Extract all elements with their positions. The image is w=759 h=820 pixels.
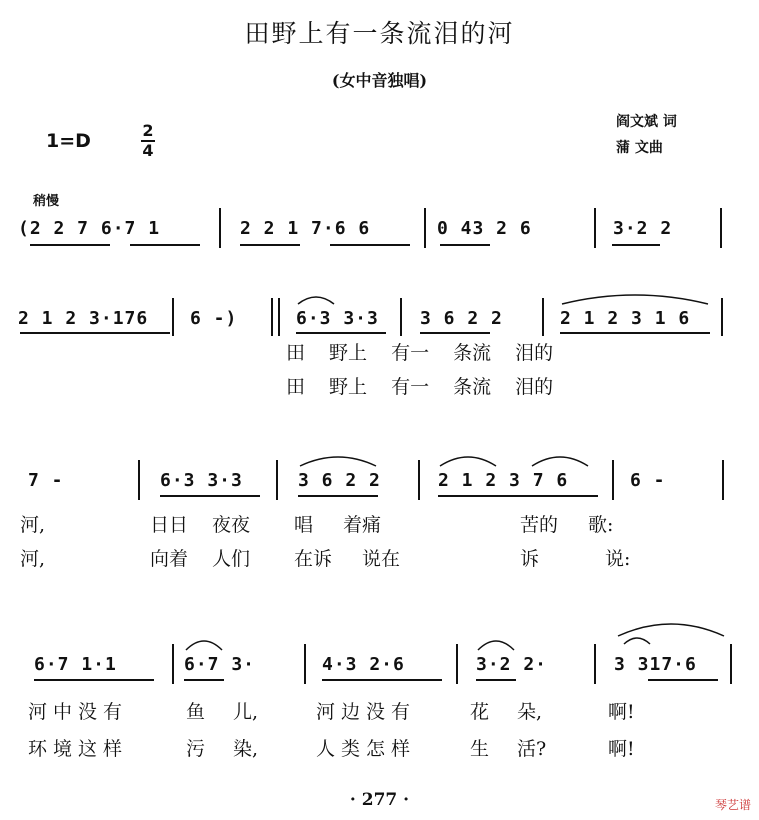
- lyric-4b-2: 污 染,: [186, 738, 259, 760]
- measure-4-3: 4·3 2·6: [322, 654, 405, 675]
- lyric-4b-1: 环境这样: [28, 738, 129, 760]
- measure-1-4: 3·2 2: [613, 218, 673, 239]
- slur: [476, 636, 516, 652]
- time-signature-top: 2: [142, 121, 154, 140]
- lyric-4b-3: 人类怎样: [316, 738, 417, 760]
- measure-1-1: (2 2 7 6·7 1: [18, 218, 161, 239]
- measure-3-1: 7 -: [28, 470, 64, 491]
- measure-2-3: 6·3 3·3: [296, 308, 379, 329]
- lyric-line-2a: 田 野上 有一 条流 泪的: [286, 342, 554, 364]
- time-signature-bottom: 4: [142, 141, 154, 160]
- lyric-line-2b: 田 野上 有一 条流 泪的: [286, 376, 554, 398]
- lyric-3a-4: 苦的 歌:: [520, 514, 614, 536]
- slur: [530, 452, 590, 468]
- lyric-4a-5: 啊!: [608, 701, 635, 723]
- key-signature: 1=D: [46, 130, 91, 152]
- slur: [296, 292, 336, 306]
- lyric-4b-5: 啊!: [608, 738, 635, 760]
- lyricist-credit: 阎文斌 词: [616, 114, 677, 130]
- slur: [438, 452, 498, 468]
- lyric-3b-4: 诉 说:: [520, 548, 631, 570]
- page-title: 田野上有一条流泪的河: [244, 19, 515, 48]
- measure-2-1: 2 1 2 3·176: [18, 308, 149, 329]
- lyric-4a-3: 河边没有: [316, 701, 417, 723]
- measure-2-5: 2 1 2 3 1 6: [560, 308, 691, 329]
- measure-3-2: 6·3 3·3: [160, 470, 243, 491]
- slur: [298, 452, 378, 468]
- lyric-3b-2: 向着 人们: [150, 548, 251, 570]
- lyric-3b-3: 在诉 说在: [294, 548, 401, 570]
- lyric-4b-4: 生 活?: [470, 738, 547, 760]
- slur: [560, 290, 710, 306]
- page-number: · 277 ·: [349, 790, 410, 810]
- lyric-3a-1: 河,: [20, 514, 46, 536]
- lyric-4a-2: 鱼 儿,: [186, 701, 259, 723]
- measure-3-3: 3 6 2 2: [298, 470, 381, 491]
- slur: [622, 634, 652, 646]
- measure-3-4: 2 1 2 3 7 6: [438, 470, 569, 491]
- lyric-3b-1: 河,: [20, 548, 46, 570]
- measure-4-1: 6·7 1·1: [34, 654, 117, 675]
- watermark-logo: 琴艺谱: [714, 798, 751, 812]
- lyric-3a-3: 唱 着痛: [294, 514, 382, 536]
- subtitle: (女中音独唱): [331, 71, 428, 90]
- lyric-4a-4: 花 朵,: [470, 701, 543, 723]
- measure-4-4: 3·2 2·: [476, 654, 548, 675]
- measure-2-2: 6 -): [190, 308, 238, 329]
- lyric-4a-1: 河中没有: [28, 701, 129, 723]
- time-signature: [140, 122, 156, 160]
- measure-1-3: 0 43 2 6: [437, 218, 532, 239]
- tempo-marking: 稍慢: [33, 194, 60, 209]
- measure-3-5: 6 -: [630, 470, 666, 491]
- measure-4-2: 6·7 3·: [184, 654, 256, 675]
- slur: [184, 636, 224, 652]
- measure-4-5: 3 317·6: [614, 654, 697, 675]
- lyric-3a-2: 日日 夜夜: [150, 514, 251, 536]
- composer-credit: 蒲 文曲: [616, 140, 663, 156]
- measure-2-4: 3 6 2 2: [420, 308, 503, 329]
- measure-1-2: 2 2 1 7·6 6: [240, 218, 371, 239]
